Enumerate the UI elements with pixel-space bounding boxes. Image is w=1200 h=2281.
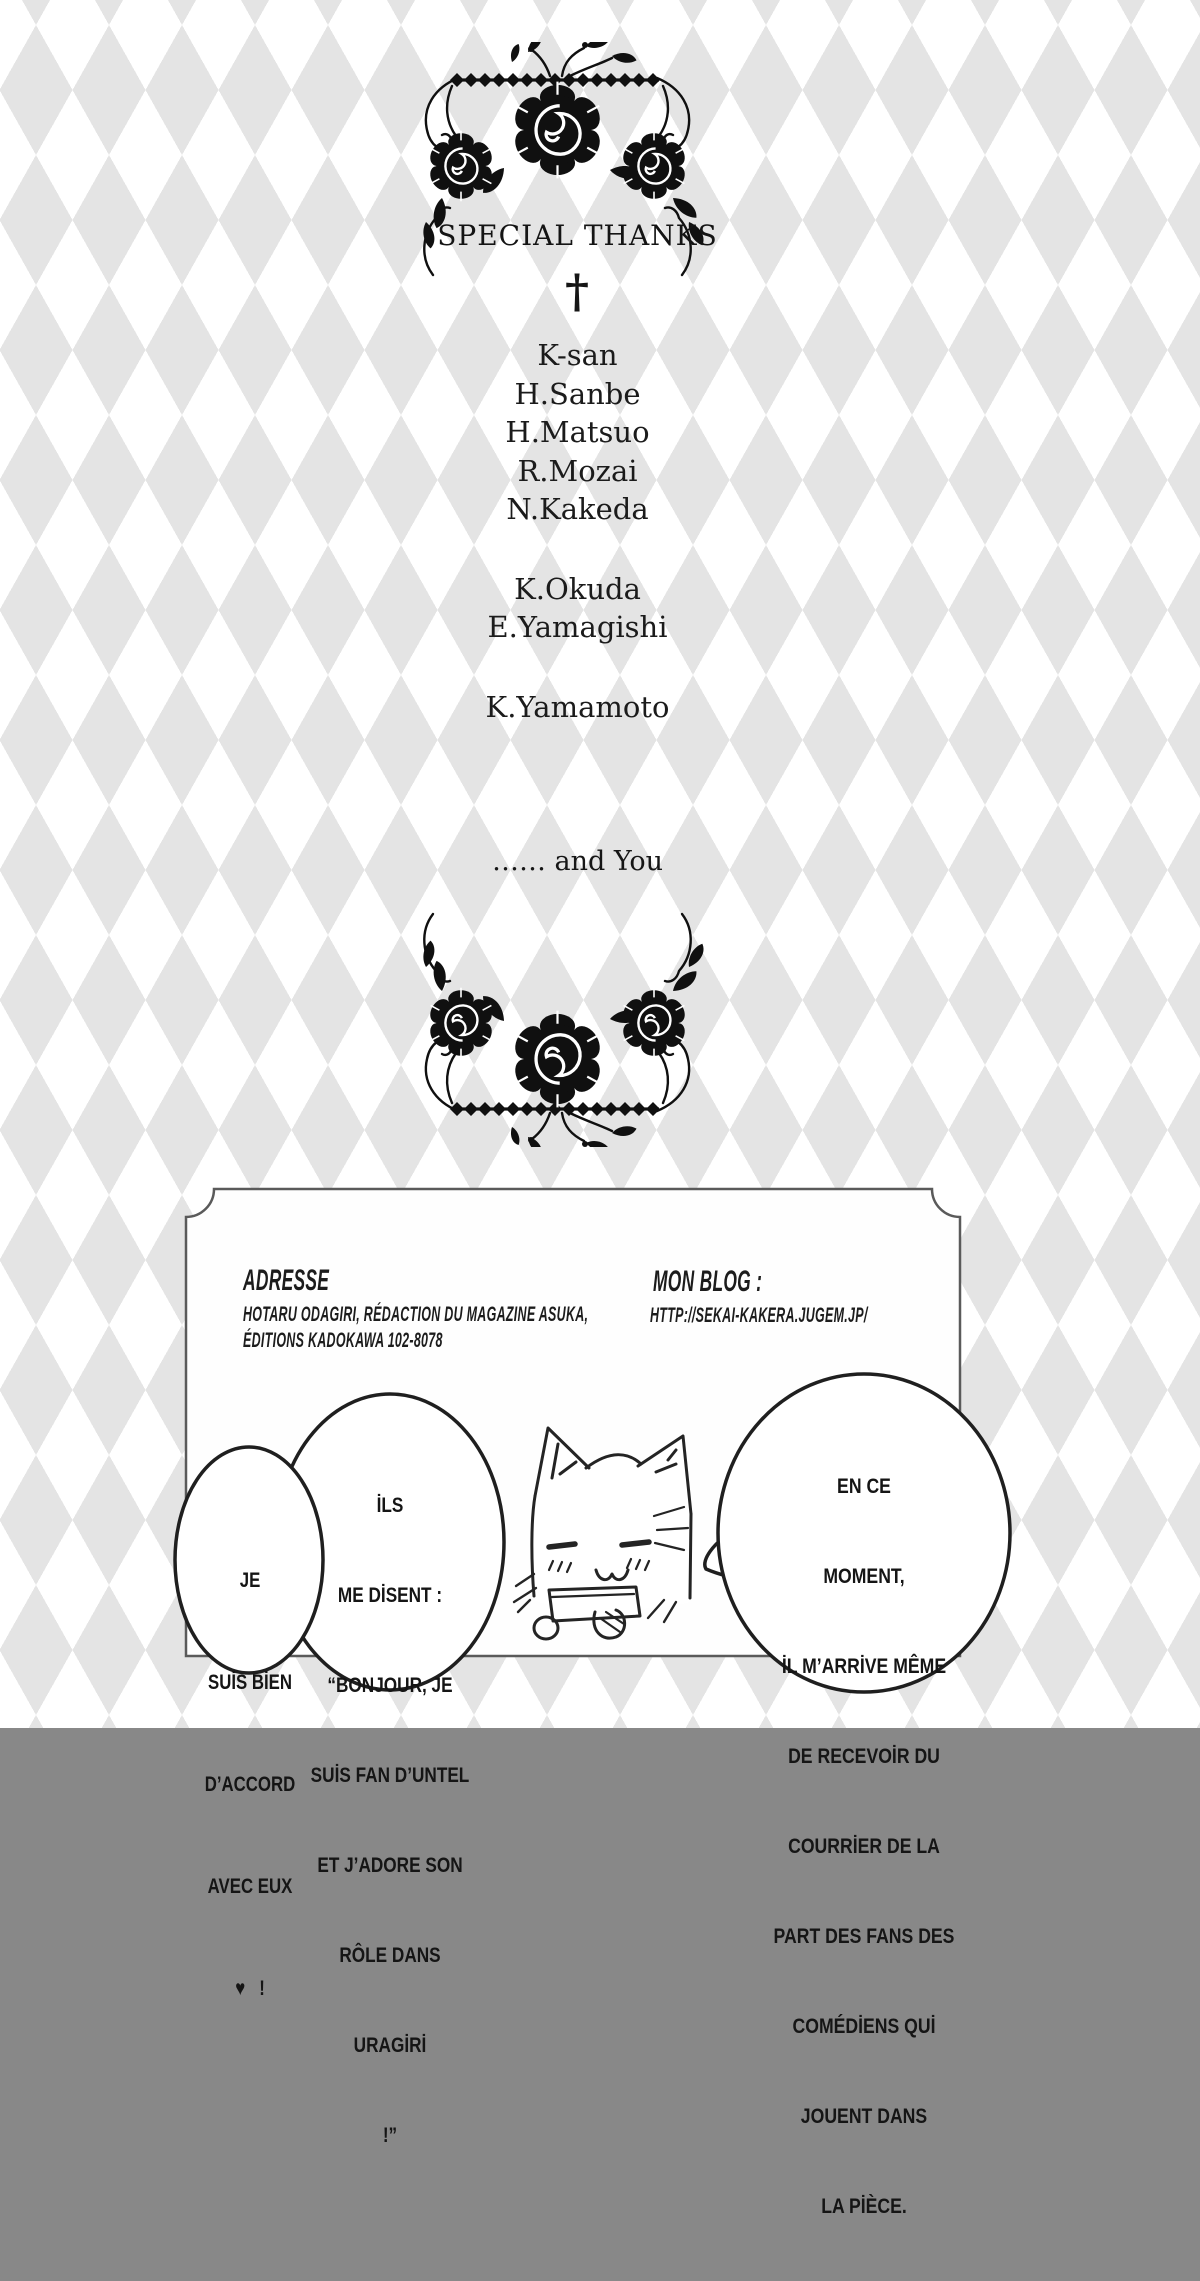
- thanks-name: H.Sanbe: [514, 376, 641, 411]
- special-thanks-title: SPECIAL THANKS: [437, 219, 718, 252]
- bubble-line: RÔLE DANS: [339, 1943, 441, 1967]
- bubble-line: AVEC EUX: [207, 1875, 293, 1898]
- thanks-name: R.Mozai: [517, 453, 638, 488]
- thanks-name: K.Okuda: [514, 571, 641, 606]
- bubble-line: İLS: [376, 1493, 404, 1517]
- bubble-line: İL M’ARRİVE MÊME: [781, 1654, 947, 1678]
- bubble-line: URAGİRİ: [353, 2033, 427, 2057]
- cat-doodle-icon: [514, 1428, 691, 1639]
- address-line1: HOTARU ODAGIRI, RÉDACTION DU MAGAZINE ASUKA,: [243, 1302, 589, 1326]
- bubble-line: !”: [382, 2123, 398, 2147]
- bubble-line: MOMENT,: [823, 1564, 905, 1588]
- blog-label: MON BLOG :: [653, 1265, 763, 1298]
- cross-icon: †: [564, 264, 590, 318]
- thanks-name: K-san: [537, 338, 618, 372]
- bubble-line: EN CE: [837, 1474, 891, 1498]
- bubble-line: JE: [239, 1569, 261, 1592]
- bubble-line: COMÉDİENS QUİ: [792, 2014, 936, 2038]
- bubble-line: ET J’ADORE SON: [317, 1853, 463, 1877]
- bubble-line: LA PİÈCE.: [821, 2194, 907, 2218]
- and-you-text: …… and You: [491, 846, 664, 877]
- thanks-name: N.Kakeda: [506, 492, 649, 526]
- bubble-line: JOUENT DANS: [800, 2104, 928, 2128]
- bubble-line: D’ACCORD: [204, 1773, 296, 1796]
- thanks-name: H.Matsuo: [505, 415, 650, 449]
- bubble-line: SUİS BİEN: [207, 1671, 293, 1694]
- thanks-name: K.Yamamoto: [485, 689, 670, 724]
- bubble-line: SUİS FAN D’UNTEL: [310, 1763, 470, 1787]
- bubble-line: ME DİSENT :: [337, 1583, 443, 1607]
- speech-bubble-right-text: [772, 1411, 956, 2281]
- blog-url: HTTP://SEKAI-KAKERA.JUGEM.JP/: [650, 1303, 868, 1327]
- address-label: ADRESSE: [243, 1264, 330, 1297]
- speech-bubble-middle-text: [308, 1430, 471, 2210]
- bubble-line: COURRİER DE LA: [788, 1834, 940, 1858]
- thanks-name: E.Yamagishi: [487, 610, 668, 644]
- bubble-line: DE RECEVOİR DU: [788, 1744, 940, 1768]
- heart-exclamation-line: ♥ !: [235, 1977, 265, 2000]
- bubble-line: PART DES FANS DES: [773, 1924, 955, 1948]
- speech-bubble-left-text: [189, 1496, 311, 2074]
- address-line2: ÉDITIONS KADOKAWA 102-8078: [243, 1328, 443, 1352]
- bubble-line: “BONJOUR, JE: [327, 1673, 453, 1697]
